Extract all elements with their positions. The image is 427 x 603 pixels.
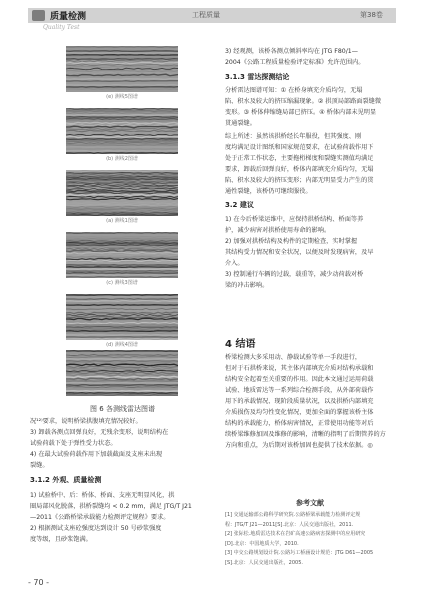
text-line: 方向和重点，为后期对该桥加固也提供了技术依据。◎ [225,442,373,449]
reference-line: [3] 中交公路规划设计院.公路圬工桥涵设计规范：JTG D61—2005 [225,550,374,556]
text-line: 陷、积水及较大的挤压缩漏现象。② 拱顶局部路面裂缝微 [225,98,382,105]
references-list [225,511,397,568]
right-paragraph-suggestions [225,214,397,291]
figure-caption-a: (a) 测线1图谱 [106,218,138,224]
text-line: 结构的承载能力，桥体病害情况，正常使用功能等对后 [225,420,374,427]
text-line: 3) 经观测，该桥各测点倾斜率均在 JTG F80/1— [225,48,358,55]
text-line: 续桥梁维修加固及维修的影响，清晰的指明了后期管养的方 [225,431,386,438]
text-line: 裂缝。 [30,462,49,469]
radar-image-a [66,170,178,216]
text-line: 1) 试验桥中、后：桥体、桥面、支座无明显风化，拱 [30,492,175,499]
heading-3-1-3: 3.1.3 雷达探测结论 [225,73,290,81]
text-line: 用下的承载情况、现阶段质量状况，以及拱桥内部填充 [225,398,374,405]
heading-4-conclusion: 4 结语 [225,339,256,350]
page-number: - 70 - [28,578,50,587]
text-line: —2011《公路桥梁承载能力检测评定规程》要求。 [30,514,170,521]
radar-image-b [66,108,178,154]
text-line: 要求，卸载后回弹良好，桥体内部填充介质均匀，无塌 [225,166,374,173]
heading-3-2: 3.2 建议 [225,201,254,209]
text-line: 陷、积水及较大的挤压变形；内部无明显受力产生的贯 [225,177,374,184]
text-line: 桥梁检测大多采用动、静载试验等单一手段进行， [225,354,362,361]
text-line: 结构安全起着至关重要的作用。因此本文通过运用荷载 [225,376,374,383]
references-heading: 参考文献 [296,499,324,507]
right-paragraph-top [225,46,397,68]
radar-image-d [66,294,178,340]
radar-image-c [66,232,178,278]
text-line: 圈局部风化脱落，拱桥裂缝均 < 0.2 mm，满足 JTG/T J21 [30,503,192,510]
journal-name: 质量检测 [50,12,87,22]
text-line: 介入。 [225,260,244,267]
text-line: 况¹²⁾要求，说明桥梁拱腹填充情况较好。 [30,418,142,425]
right-paragraph-summary [225,131,397,197]
reference-line: [D].北京：中国地质大学，2010. [225,540,299,547]
text-line: 介质损伤及均匀性变化情况，更加全面的掌握该桥主体 [225,409,374,416]
radar-image-extra [66,350,178,396]
text-line: 度等级，且砂浆饱满。 [30,536,92,543]
text-line: 贯通裂缝。 [225,120,256,127]
right-paragraph-conclusion [225,352,397,451]
figure-title: 图 6 各测线雷达图谱 [90,405,155,413]
text-line: 变形。③ 桥体伸缩缝局部已挤压。④ 桥体内部未见明显 [225,109,377,116]
journal-subtitle: Quality Test [43,24,80,31]
text-line: 1) 在今后桥梁运维中，应保持拱桥结构、桥面等养 [225,216,364,223]
reference-line: [S].北京：人民交通出版社，2005. [225,559,303,566]
heading-3-1-2: 3.1.2 外观、质量检测 [30,476,102,484]
text-line: 2) 加强对拱桥结构及构件的定期检查，实时掌握 [225,238,358,245]
left-paragraph-1 [30,416,220,471]
text-line: 其结构受力情况和安全状况，以便及时发现病害，及早 [225,249,374,256]
text-line: 试验荷载下处于弹性受力状态。 [30,440,117,447]
journal-logo-icon [32,10,45,21]
text-line: 通性裂缝，该桥仍可继续服役。 [225,188,312,195]
text-line: 试验、地质雷达等一系列综合检测手段，从外部荷载作 [225,387,374,394]
left-paragraph-2 [30,490,220,545]
text-line: 护，减少病害对拱桥使用寿命的影响。 [225,227,331,234]
figure-caption-d: (d) 测线4图谱 [106,342,138,348]
reference-line: [1] 交通运输部公路科学研究院.公路桥梁承载能力检测评定规 [225,512,361,518]
radar-image-e [66,46,178,92]
text-line: 但对于石拱桥来说，其主体内部填充介质对结构承载和 [225,365,374,372]
text-line: 3) 控制通行车辆的过载，载重等，减少动荷载对桥 [225,271,364,278]
figure-caption-e: (e) 测线5图谱 [106,94,138,100]
text-line: 2004《公路工程质量检验评定标准》允许范围内。 [225,59,365,66]
text-line: 3) 卸载各测点回弹良好，无残余变形，说明结构在 [30,429,169,436]
reference-line: 程：JTG/T J21—2011[S].北京：人民交通出版社，2011. [225,521,354,528]
text-line: 处于正常工作状态，主要拖桁梯度和裂缝实测值均满足 [225,155,374,162]
text-line: 2) 根据测试支座砼强度达到设计 50 号砂浆强度 [30,525,162,532]
section-title: 工程质量 [192,11,220,19]
figure-caption-b: (b) 测线2图谱 [106,156,138,162]
text-line: 4) 在最大试验荷载作用下加载截面及支座未出现 [30,451,163,458]
text-line: 综上所述：虽然该拱桥经长年服役，但其强度、刚 [225,133,362,140]
volume-label: 第38卷 [360,11,383,19]
figure-caption-c: (c) 测线3图谱 [106,280,138,286]
right-paragraph-radar [225,85,397,129]
text-line: 梁的冲击影响。 [225,282,269,289]
text-line: 度均满足设计图纸和国家规范要求，在试验荷载作用下 [225,144,374,151]
page-header [0,0,427,44]
reference-line: [2] 张际松.地质雷达技术在岩矿高速公路病害探测中的应用研究 [225,531,366,537]
text-line: 分析雷达图谱可知：① 在桥身填充介质均匀，无塌 [225,87,363,94]
